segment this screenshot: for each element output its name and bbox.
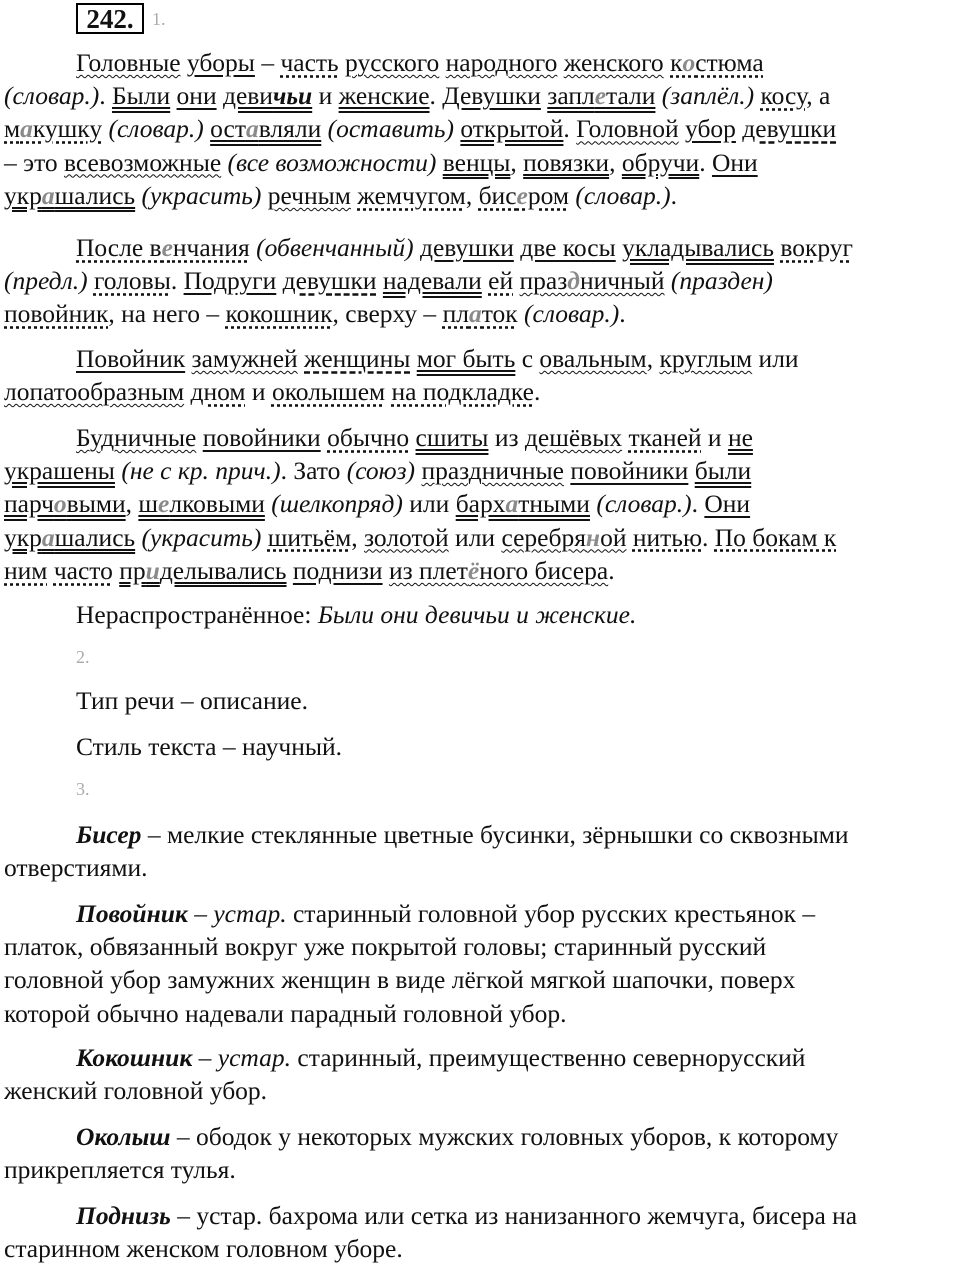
gloss-2-line-4: которой обычно надевали парадный головной убор. [4, 998, 567, 1028]
gloss-def-line: старинный, преимущественно севернорусский [291, 1043, 806, 1072]
p4-line-5: ним часто приделывались поднизи из плетёного бисера. [4, 555, 615, 585]
p4-line-4: украшались (украсить) шитьём, золотой или серебряной нитью. По бокам к [4, 522, 837, 552]
speech-type: Тип речи – описание. [76, 686, 308, 715]
paragraph-2 [4, 231, 956, 331]
gloss-3-line-2: женский головной убор. [4, 1076, 268, 1106]
p4-line-2: украшены (не с кр. прич.). Зато (союз) праздничные повойники были [4, 456, 752, 486]
p1-line-5: украшались (украсить) речным жемчугом, бисером (словар.). [4, 180, 678, 210]
unextended-sentence [4, 598, 956, 631]
p3-line-1: Повойник замужней женщины мог быть с овальным, круглым или [76, 344, 799, 373]
gloss-5-line-2: старинном женском головном уборе. [4, 1234, 403, 1264]
gloss-2-line-1 [4, 897, 956, 930]
gloss-sep: – [170, 1201, 197, 1230]
glossary-entry-biser [4, 818, 956, 884]
p2-line-3: повойник, на него – кокошник, сверху – платок (словар.). [4, 299, 626, 329]
subtask-3-label: 3. [76, 779, 90, 799]
text-style: Стиль текста – научный. [76, 732, 343, 761]
glossary-entry-kokoshnik [4, 1041, 956, 1107]
gloss-2-line-3: головной убор замужних женщин в виде лёгкой мягкой шапочки, поверх [4, 965, 796, 995]
gloss-note: устар. [213, 899, 287, 928]
gloss-term: Поднизь [76, 1201, 171, 1230]
exercise-number: 242. [76, 3, 144, 34]
gloss-2-line-2: платок, обвязанный вокруг уже покрытой головы; старинный русский [4, 932, 767, 962]
gloss-sep: – [192, 1043, 218, 1072]
unextended-value: Были они девичьи и женские. [317, 600, 637, 629]
subtask-2-label: 2. [76, 647, 90, 667]
gloss-4-line-2: прикрепляется тулья. [4, 1155, 236, 1185]
glossary-entry-podniz [4, 1199, 956, 1265]
gloss-term: Кокошник [76, 1043, 193, 1072]
p2-line-1: После венчания (обвенчанный) девушки две косы укладывались вокруг [76, 233, 853, 262]
gloss-sep: – [187, 899, 214, 928]
p1-line-2: (словар.). Были они девичьи и женские. Девушки заплетали (заплёл.) косу, а [4, 81, 831, 111]
gloss-note: устар. [217, 1043, 292, 1072]
p4-line-1: Будничные повойники обычно сшиты из дешёвых тканей и не [76, 423, 753, 452]
gloss-term: Околыш [76, 1122, 171, 1151]
subtask-1-label: 1. [152, 9, 166, 29]
gloss-5-line-1 [4, 1199, 956, 1232]
glossary-entry-povoynik [4, 897, 956, 1030]
p3-line-2: лопатообразным дном и околышем на подкладке. [4, 377, 541, 407]
glossary-entry-okolysh [4, 1120, 956, 1186]
paragraph-1 [4, 46, 956, 212]
gloss-def-line: старинный головной убор русских крестьянок – [286, 899, 816, 928]
gloss-term: Повойник [76, 899, 188, 928]
p1-line-3: макушку (словар.) оставляли (оставить) открытой. Головной убор девушки [4, 114, 837, 144]
gloss-4-line-1 [4, 1120, 956, 1153]
gloss-sep: – [141, 820, 167, 849]
paragraph-4 [4, 421, 956, 587]
gloss-def-line: ободок у некоторых мужских головных уборов, к которому [196, 1122, 839, 1151]
gloss-def-line: устар. бахрома или сетка из нанизанного жемчуга, бисера на [196, 1201, 858, 1230]
gloss-3-line-1 [4, 1041, 956, 1074]
paragraph-3 [4, 342, 956, 408]
gloss-1-line-1 [4, 818, 956, 851]
p4-line-3: парчовыми, шелковыми (шелкопряд) или бархатными (словар.). Они [4, 489, 751, 519]
p2-line-2: (предл.) головы. Подруги девушки надевали ей праздничный (празден) [4, 266, 773, 296]
gloss-term: Бисер [76, 820, 142, 849]
unextended-label: Нераспространённое: [76, 600, 312, 629]
gloss-1-line-2: отверстиями. [4, 853, 148, 883]
gloss-sep: – [170, 1122, 197, 1151]
gloss-def-line: мелкие стеклянные цветные бусинки, зёрнышки со сквозными [166, 820, 849, 849]
p1-line-1: Головные уборы – часть русского народного женского костюма [76, 48, 764, 77]
p1-line-4: – это всевозможные (все возможности) венцы, повязки, обручи. Они [4, 147, 758, 177]
